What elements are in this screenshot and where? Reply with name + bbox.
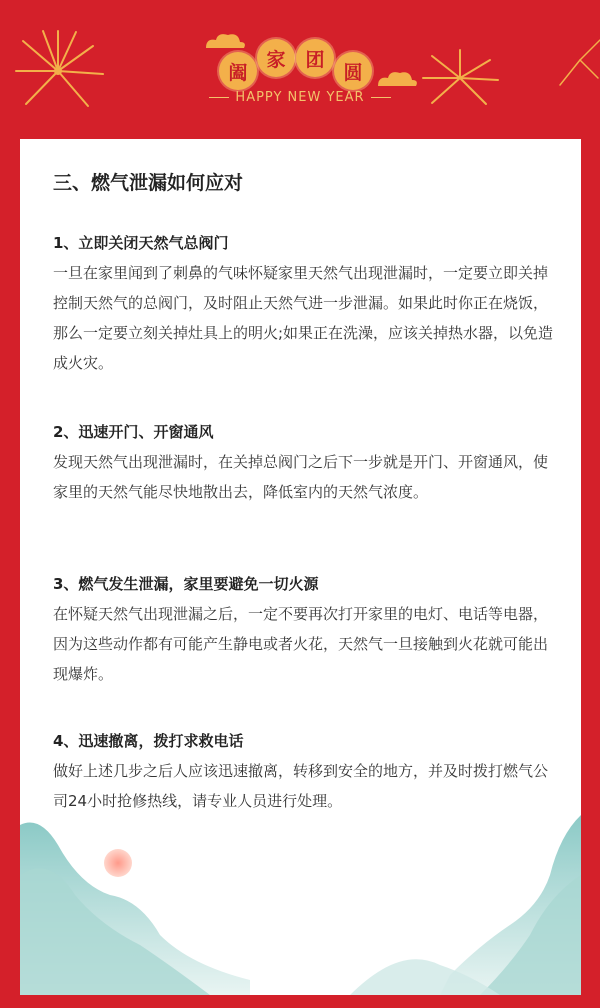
section-body: 发现天然气出现泄漏时，在关掉总阀门之后下一步就是开门、开窗通风，使家里的天然气能尽快地散出去，降低室内的天然气浓度。 <box>53 453 549 501</box>
header-char-circle: 团 <box>296 39 334 77</box>
header-char-circle: 家 <box>257 39 295 77</box>
content-card <box>20 139 581 995</box>
section-3 <box>53 572 558 689</box>
section-body: 做好上述几步之后人应该迅速撤离，转移到安全的地方，并及时拨打燃气公司24小时抢修热线，请专业人员进行处理。 <box>53 762 549 810</box>
section-1 <box>53 231 558 378</box>
section-heading: 4、迅速撤离，拨打求救电话 <box>53 732 244 750</box>
section-4 <box>53 729 558 816</box>
header-subtitle <box>200 90 400 105</box>
header-char-circle: 阖 <box>219 52 257 90</box>
section-heading: 2、迅速开门、开窗通风 <box>53 423 214 441</box>
header-subtitle-text: HAPPY NEW YEAR <box>235 90 365 105</box>
mountain-illustration <box>20 815 581 995</box>
festive-header <box>0 0 600 140</box>
section-heading: 1、立即关闭天然气总阀门 <box>53 234 229 252</box>
header-char-circle: 圆 <box>334 52 372 90</box>
section-2 <box>53 420 558 507</box>
sun-icon <box>104 849 132 877</box>
page-title: 三、燃气泄漏如何应对 <box>53 172 244 194</box>
section-body: 一旦在家里闻到了刺鼻的气味怀疑家里天然气出现泄漏时，一定要立即关掉控制天然气的总阀门，及时阻止天然气进一步泄漏。如果此时你正在烧饭，那么一定要立刻关掉灶具上的明火;如果正在洗澡，应该关掉热水器，以免造成火灾。 <box>53 264 554 372</box>
section-heading: 3、燃气发生泄漏，家里要避免一切火源 <box>53 575 319 593</box>
section-body: 在怀疑天然气出现泄漏之后，一定不要再次打开家里的电灯、电话等电器，因为这些动作都有可能产生静电或者火花，天然气一旦接触到火花就可能出现爆炸。 <box>53 605 549 683</box>
